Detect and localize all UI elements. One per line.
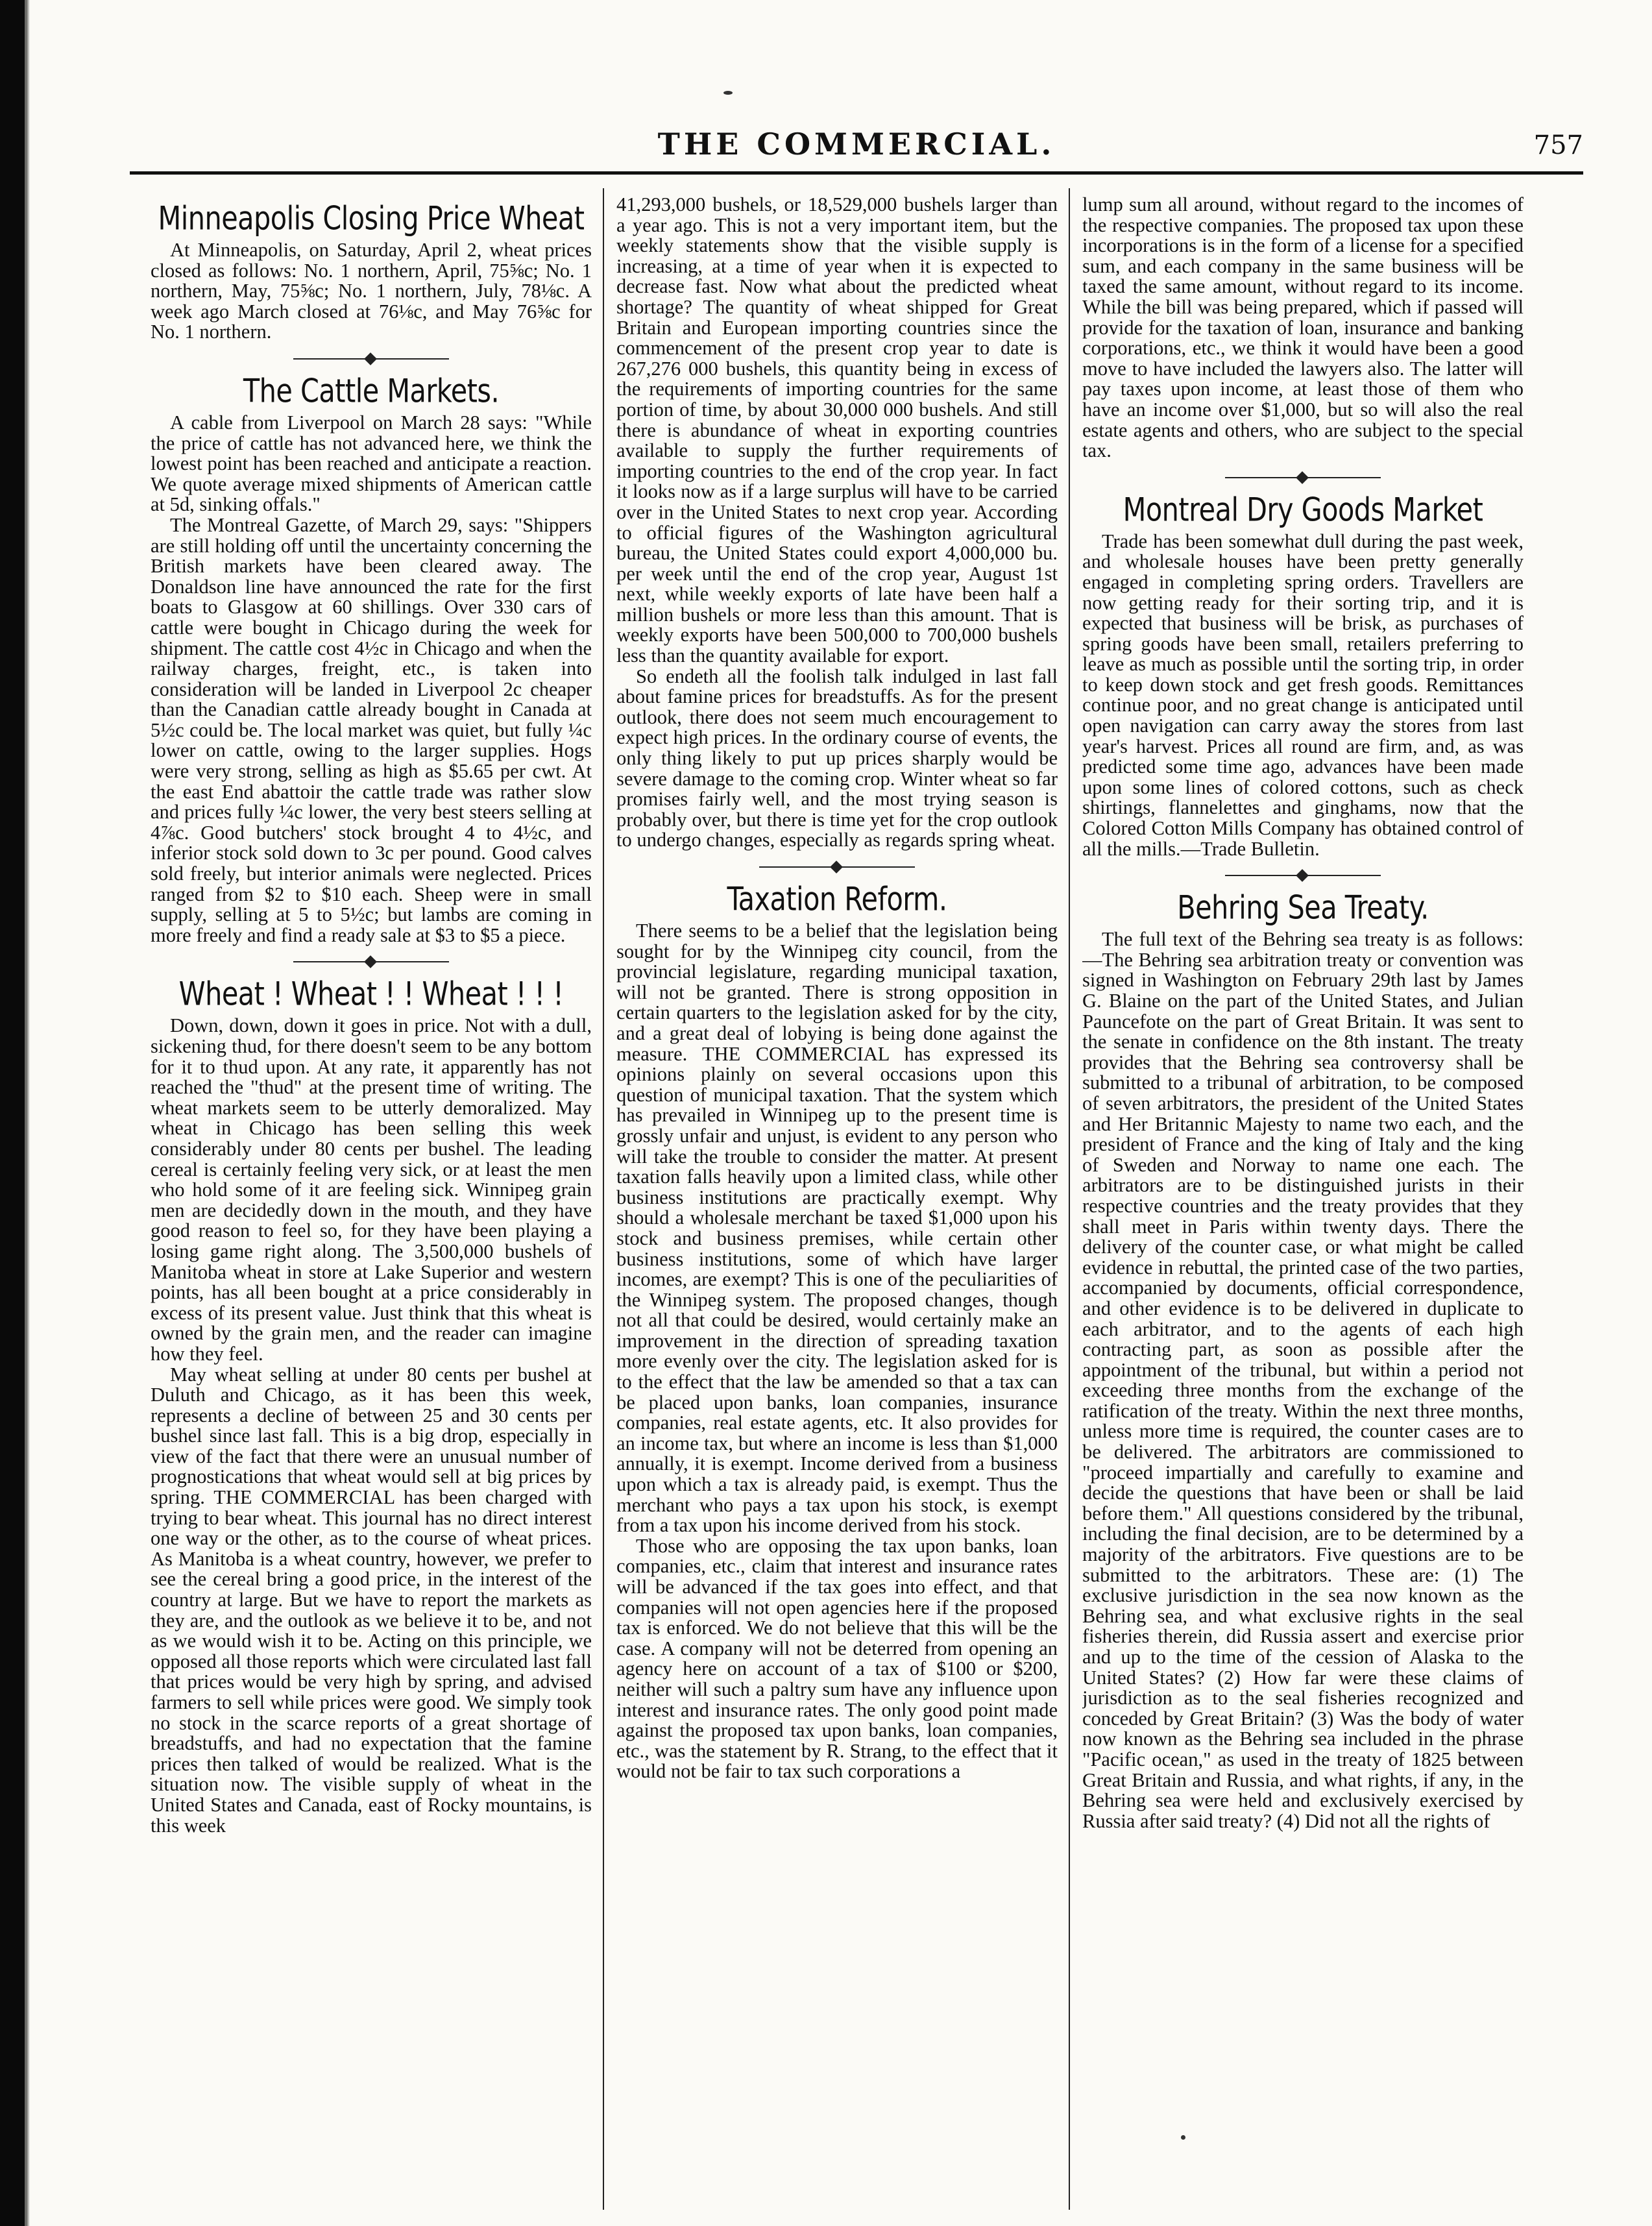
article-paragraph: May wheat selling at under 80 cents per bushel at Duluth and Chicago, as it has been this week, represents a decline of between 25 and 30 cents per bushel since last fall. This is a big drop, especially in view of the fact that there were an unusual number of prognostications that wheat would sell at big prices by spring. THE COMMERCIAL has been charged with trying to bear wheat. This journal has no direct interest one way or the other, as to the course of wheat prices. As Manitoba is a wheat country, however, we prefer to see the cereal bring a good price, in the interest of the country at large. But we have to report the markets as they are, and the outlook as we believe it to be, and not as we would wish it to be. Acting on this principle, we opposed all those reports which were circulated last fall that prices would be very high by spring, and advised farmers to sell while prices were good. We simply took no stock in the scarce reports of a great shortage of breadstuffs, and had no expectation that the famine prices then talked of would be realized. What is the situation now. The visible supply of wheat in the United States and Canada, east of Rocky mountains, is this week — [151, 1363, 592, 1837]
article-title: Wheat ! Wheat ! ! Wheat ! ! ! — [178, 975, 564, 1013]
article-title: The Cattle Markets. — [243, 371, 500, 410]
article-paragraph: lump sum all around, without regard to the incomes of the respective companies. The proposed tax upon these incorporations is in the form of a license for a specified sum, and each company in the same business will be taxed the same amount, without regard to its income. While the bill was being prepared, which if passed will provide for the taxation of loan, insurance and banking corporations, etc., we think it would have been a good move to have included the lawyers also. The latter will pay taxes upon income, at least those of them who have an income over $1,000, but so will also the real estate agents and others, who are subject to the special tax. — [1082, 195, 1524, 462]
article-title: Behring Sea Treaty. — [1177, 888, 1429, 927]
header-rule — [130, 171, 1583, 175]
article-separator — [759, 859, 915, 875]
article-separator — [293, 350, 449, 367]
column-3 — [1082, 195, 1524, 2207]
article-title: Montreal Dry Goods Market — [1123, 490, 1483, 528]
page-header — [130, 125, 1583, 179]
article-paragraph: Trade has been somewhat dull during the past week, and wholesale houses have been pretty generally engaged in completing spring orders. Travellers are now getting ready for their sorting trip, and it is expected that business will be brisk, as purchases of spring goods have been small, retailers preferring to leave as much as possible until the sorting trip, in order to keep down stock and get fresh goods. Remittances continue poor, and no great change is anticipated until open navigation can carry away the stores from last year's harvest. Prices all round are firm, and, as was predicted some time ago, advances have been made upon some lines of colored cottons, such as check shirtings, flannelettes and ginghams, now that the Colored Cotton Mills Company has obtained control of all the mills.—Trade Bulletin. — [1082, 530, 1524, 860]
article-paragraph: 41,293,000 bushels, or 18,529,000 bushels larger than a year ago. This is not a very important item, but the weekly statements show that the visible supply is increasing, at a time of year when it is expected to decrease fast. Now what about the predicted wheat shortage? The quantity of wheat shipped for Great Britain and European importing countries since the commencement of the present crop year to date is 267,276 000 bushels, this quantity being in excess of the requirements of importing countries for the same portion of time, by about 30,000 000 bushels. And still there is abundance of wheat in exporting countries available to supply the further requirements of importing countries to the end of the crop year. In fact it looks now as if a large surplus will have to be carried over in the United States to next crop year. According to official figures of the Washington agricultural bureau, the United States could export 4,000,000 bu. per week until the end of the crop year, August 1st next, while weekly exports of late have been half a million bushels or more less than this amount. That is weekly exports have been 500,000 to 700,000 bushels less than the quantity available for export. — [616, 195, 1058, 667]
article-separator — [1225, 469, 1381, 486]
article-paragraph: The full text of the Behring sea treaty is as follows:—The Behring sea arbitration treaty or convention was signed in Washington on February 29th last by James G. Blaine on the part of the United States, and Julian Pauncefote on the part of Great Britain. It was sent to the senate in confidence on the 8th instant. The treaty provides that the Behring sea controversy shall be submitted to a tribunal of arbitration, to be composed of seven arbitrators, the president of the United States and Her Britannic Majesty to name two each, and the president of France and the king of Italy and the king of Sweden and Norway to name one each. The arbitrators are to be distinguished jurists in their respective countries and the treaty provides that they shall meet in Paris within twenty days. There the delivery of the counter case, or what might be called evidence in rebuttal, the printed case of the two parties, accompanied by documents, official correspondence, and other evidence is to be delivered in duplicate to each arbitrator, and to the agents of each high contracting part, as soon as possible after the appointment of the tribunal, but within a period not exceeding three months from the exchange of the ratification of the treaty. Within the next three months, unless more time is required, the counter cases are to be delivered. The arbitrators are commissioned to "proceed impartially and carefully to examine and decide the questions that have been or shall be laid before them." All questions considered by the tribunal, including the final decision, are to be determined by a majority of the arbitrators. Five questions are to be submitted to the arbitrators. These are: (1) The exclusive jurisdiction in the sea now known as the Behring sea, and what exclusive rights in the seal fisheries therein, did Russia assert and exercise prior and up to the time of the cession of Alaska to the United States? (2) How far were these claims of jurisdiction as to the seal fisheries recognized and conceded by Great Britain? (3) Was the body of water now known as the Behring sea included in the phrase "Pacific ocean," as used in the treaty of 1825 between Great Britain and Russia, and what rights, if any, in the Behring sea were held and exclusively exercised by Russia after said treaty? (4) Did not all the rights of — [1082, 928, 1524, 1832]
article-paragraph: The Montreal Gazette, of March 29, says: "Shippers are still holding off until the uncertainty concerning the British markets have been cleared away. The Donaldson line have announced the rate for the first boats to Glasgow at 60 shillings. Over 330 cars of cattle were bought in Chicago during the week for shipment. The cattle cost 4½c in Chicago and when the railway charges, freight, etc., is taken into consideration will be landed in Liverpool 2c cheaper than the Canadian cattle already bought in Canada at 5½c could be. The local market was quiet, but fully ¼c lower on cattle, owing to the larger supplies. Hogs were very strong, selling as high as $5.65 per cwt. At the east End abattoir the cattle trade was rather slow and prices fully ¼c lower, the very best steers selling at 4⅞c. Good butchers' stock brought 4 to 4½c, and inferior stock sold down to 3c per pound. Good calves sold freely, but interior animals were neglected. Prices ranged from $2 to $10 each. Sheep were in small supply, selling at 5 to 5½c; but lambs are coming in more freely and find a ready sale at $3 to $5 a piece. — [151, 513, 592, 946]
article-title: Minneapolis Closing Price Wheat — [158, 199, 585, 238]
masthead: THE COMMERCIAL. — [657, 127, 1056, 162]
page-binding-edge — [0, 0, 30, 2226]
article-paragraph: Down, down, down it goes in price. Not with a dull, sickening thud, for there doesn't seem to be any bottom for it to thud upon. At any rate, it apparently has not reached the "thud" at the present time of writing. The wheat markets seem to be utterly demoralized. May wheat in Chicago has been selling this week considerably under 80 cents per bushel. The leading cereal is certainly feeling very sick, or at least the men who hold some of it are feeling sick. Winnipeg grain men are decidedly down in the mouth, and they have good reason to feel so, for they have been playing a losing game right along. The 3,500,000 bushels of Manitoba wheat in store at Lake Superior and western points, has all been bought at a price considerably in excess of its present value. Just think that this wheat is owned by the grain men, and the reader can imagine how they feel. — [151, 1014, 592, 1365]
article-paragraph: A cable from Liverpool on March 28 says: "While the price of cattle has not advanced here, we think the lowest point has been reached and anticipate a reaction. We quote average mixed shipments of American cattle at 5d, sinking offals." — [151, 411, 592, 516]
page-number: 757 — [1533, 130, 1583, 160]
article-paragraph: Those who are opposing the tax upon banks, loan companies, etc., claim that interest and insurance rates will be advanced if the tax goes into effect, and that companies will not open agencies here if the proposed tax is enforced. We do not believe that this will be the case. A company will not be deterred from opening an agency here on account of a tax of $100 or $200, neither will such a paltry sum have any influence upon interest and insurance rates. The only good point made against the proposed tax upon banks, loan companies, etc., was the statement by R. Strang, to the effect that it would not be fair to tax such corporations a — [616, 1534, 1058, 1783]
article-title: Taxation Reform. — [727, 879, 947, 918]
article-paragraph: There seems to be a belief that the legislation being sought for by the Winnipeg city council, from the provincial legislature, regarding municipal taxation, will not be granted. There is strong opposition in certain quarters to the legislation asked for by the city, and a great deal of lobying is being done against the measure. THE COMMERCIAL has expressed its opinions plainly on several occasions upon this question of municipal taxation. That the system which has prevailed in Winnipeg up to the present time is grossly unfair and unjust, is evident to any person who will take the trouble to consider the matter. At present taxation falls heavily upon a limited class, while other business institutions are practically exempt. Why should a wholesale merchant be taxed $1,000 upon his stock and business premises, while certain other business institutions, some of which have larger incomes, are exempt? This is one of the peculiarities of the Winnipeg system. The proposed changes, though not all that could be desired, would certainly make an improvement in the direction of spreading taxation more evenly over the city. The legislation asked for is to the effect that the law be amended so that a tax can be placed upon banks, loan companies, insurance companies, real estate agents, etc. It also provides for an income tax, but where an income is less than $1,000 annually, it is exempt. Income derived from a business upon which a tax is already paid, is exempt. Thus the merchant who pays a tax upon his stock, is exempt from a tax upon his income derived from his stock. — [616, 920, 1058, 1537]
article-paragraph: At Minneapolis, on Saturday, April 2, wheat prices closed as follows: No. 1 northern, April, 75⅝c; No. 1 northern, May, 75⅝c; No. 1 northern, July, 78⅛c. A week ago March closed at 76⅛c, and May 76⅝c for No. 1 northern. — [151, 239, 592, 343]
article-paragraph: So endeth all the foolish talk indulged in last fall about famine prices for breadstuffs. As for the present outlook, there does not seem much encouragement to expect high prices. In the ordinary course of events, the only thing likely to put up prices sharply would be severe damage to the coming crop. Winter wheat so far promises fairly well, and the most trying season is probably over, but there is time yet for the crop outlook to undergo changes, especially as regards spring wheat. — [616, 665, 1058, 851]
column-1 — [151, 195, 592, 2207]
speck — [723, 91, 733, 95]
article-separator — [1225, 867, 1381, 884]
column-divider — [603, 188, 604, 2210]
column-divider — [1069, 188, 1070, 2210]
column-2 — [616, 195, 1058, 2207]
article-separator — [293, 953, 449, 970]
